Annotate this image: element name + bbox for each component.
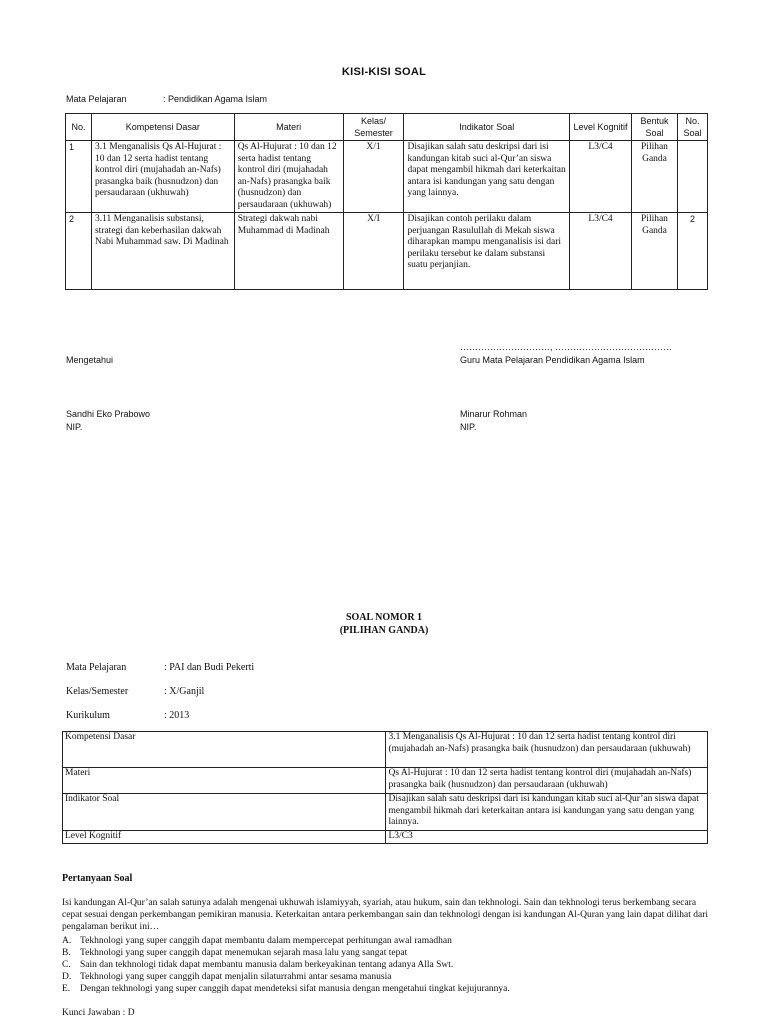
col-bentuk: Bentuk Soal [632, 114, 678, 141]
question-heading: Pertanyaan Soal [62, 873, 133, 884]
cell-no: 2 [66, 213, 92, 290]
table-row [66, 141, 708, 213]
option-text: Tekhnologi yang super canggih dapat menjalin silaturrahmi antar sesama manusia [80, 972, 392, 982]
detail-label: Materi [63, 768, 386, 794]
page-title: KISI-KISI SOAL [341, 66, 427, 78]
detail-value: 3.1 Menganalisis Qs Al-Hujurat : 10 dan 12 serta hadist tentang kontrol diri (mujahadah an-Nafs) prasangka baik (husnudzon) dan persaudaraan (ukhuwah) [386, 732, 708, 768]
cell-no-soal [677, 141, 707, 213]
option-a [62, 935, 710, 947]
option-letter: A. [62, 936, 72, 946]
info-mapel-value: : PAI dan Budi Pekerti [164, 662, 255, 673]
table-row [63, 831, 708, 844]
detail-table [62, 731, 708, 844]
cell-kd: 3.1 Menganalisis Qs Al-Hujurat : 10 dan 12 serta hadist tentang kontrol diri (mujahadah an-Nafs) prasangka baik (husnudzon) dan persaudaraan (ukhuwah) [91, 141, 234, 213]
table-row [63, 768, 708, 794]
cell-bentuk: Pilihan Ganda [632, 141, 678, 213]
soal-subtitle: (PILIHAN GANDA) [339, 625, 429, 636]
cell-kelas: X/I [343, 213, 404, 290]
info-kurikulum-label: Kurikulum [66, 710, 110, 721]
cell-materi: Strategi dakwah nabi Muhammad di Madinah [234, 213, 343, 290]
options-list [62, 935, 710, 995]
col-no-soal: No. Soal [677, 114, 707, 141]
detail-value: L3/C3 [386, 831, 708, 844]
col-kompetensi: Kompetensi Dasar [91, 114, 234, 141]
info-mapel-label: Mata Pelajaran [66, 662, 127, 673]
date-line: …………………………, ………………………………… [460, 342, 673, 352]
option-letter: C. [62, 960, 71, 970]
option-text: Tekhnologi yang super canggih dapat menemukan sejarah masa lalu yang sangat tepat [80, 948, 408, 958]
option-letter: E. [62, 984, 71, 994]
cell-level: L3/C4 [570, 213, 632, 290]
option-text: Sain dan tekhnologi tidak dapat membantu manusia dalam berkeyakinan tentang adanya Alla Swt. [80, 960, 454, 970]
cell-kd: 3.11 Menganalisis substansi, strategi dan keberhasilan dakwah Nabi Muhammad saw. Di Madinah [91, 213, 234, 290]
detail-value: Disajikan salah satu deskripsi dari isi kandungan kitab suci al-Qur’an siswa dapat mengambil hikmah dari keterkaitan antara isi kandungan yang satu dengan yang lainnya. [386, 794, 708, 831]
right-role: Guru Mata Pelajaran Pendidikan Agama Islam [460, 355, 645, 365]
soal-title: SOAL NOMOR 1 [345, 612, 423, 623]
option-b [62, 947, 710, 959]
info-kurikulum-value: : 2013 [164, 710, 190, 721]
info-kelas-value: : X/Ganjil [164, 686, 205, 697]
col-level: Level Kognitif [570, 114, 632, 141]
option-e [62, 983, 710, 995]
table-row [63, 732, 708, 768]
option-c [62, 959, 710, 971]
option-letter: B. [62, 948, 71, 958]
cell-kelas: X/1 [343, 141, 404, 213]
option-text: Tekhnologi yang super canggih dapat membantu dalam mempercepat perhitungan awal ramadhan [80, 936, 452, 946]
option-letter: D. [62, 972, 72, 982]
cell-indikator: Disajikan salah satu deskripsi dari isi kandungan kitab suci al-Qur’an siswa dapat mengambil hikmah dari keterkaitan antara isi kandungan yang satu dengan yang lainnya. [404, 141, 570, 213]
question-text: Isi kandungan Al-Qur’an salah satunya adalah mengenai ukhuwah islamiyyah, syariah, atau hukum, sain dan tekhnologi. Sain dan tekhnologi terus berkembang secara cepat sesuai dengan perkembangan pemikiran manusia. Keterkaitan antara perkembangan sain dan tekhnologi dengan isi kandungan Al-Quran yang lain dapat dilihat dari pengalaman berikut ini… [62, 898, 709, 932]
left-role: Mengetahui [66, 355, 114, 365]
col-indikator: Indikator Soal [404, 114, 570, 141]
col-kelas: Kelas/ Semester [343, 114, 404, 141]
right-name: Minarur Rohman [460, 409, 528, 419]
cell-indikator: Disajikan contoh perilaku dalam perjuangan Rasulullah di Mekah siswa diharapkan mampu menganalisis isi dari perilaku tersebut ke dalam substansi suatu perjanjian. [404, 213, 570, 290]
right-nip: NIP. [460, 422, 477, 432]
col-materi: Materi [234, 114, 343, 141]
detail-value: Qs Al-Hujurat : 10 dan 12 serta hadist tentang kontrol diri (mujahadah an-Nafs) prasangka baik (husnudzon) dan persaudaraan (ukhuwah) [386, 768, 708, 794]
table-row [66, 213, 708, 290]
cell-level: L3/C4 [570, 141, 632, 213]
cell-no-soal: 2 [677, 213, 707, 290]
answer-key: Kunci Jawaban : D [62, 1008, 135, 1018]
cell-bentuk: Pilihan Ganda [632, 213, 678, 290]
detail-label: Kompetensi Dasar [63, 732, 386, 768]
detail-label: Indikator Soal [63, 794, 386, 831]
kisi-header-row [66, 114, 708, 141]
mapel-value: : Pendidikan Agama Islam [163, 94, 268, 104]
info-kelas-label: Kelas/Semester [66, 686, 129, 697]
col-no: No. [66, 114, 92, 141]
detail-label: Level Kognitif [63, 831, 386, 844]
cell-materi: Qs Al-Hujurat : 10 dan 12 serta hadist tentang kontrol diri (mujahadah an-Nafs) prasangka baik (husnudzon) dan persaudaraan (ukhuwah) [234, 141, 343, 213]
left-name: Sandhi Eko Prabowo [66, 409, 151, 419]
table-row [63, 794, 708, 831]
option-text: Dengan tekhnologi yang super canggih dapat mendeteksi sifat manusia dengan mengetahui tingkat kejujurannya. [80, 984, 510, 994]
cell-no: 1 [66, 141, 92, 213]
kisi-table [65, 113, 708, 290]
option-d [62, 971, 710, 983]
left-nip: NIP. [66, 422, 83, 432]
mapel-label: Mata Pelajaran [66, 94, 127, 104]
